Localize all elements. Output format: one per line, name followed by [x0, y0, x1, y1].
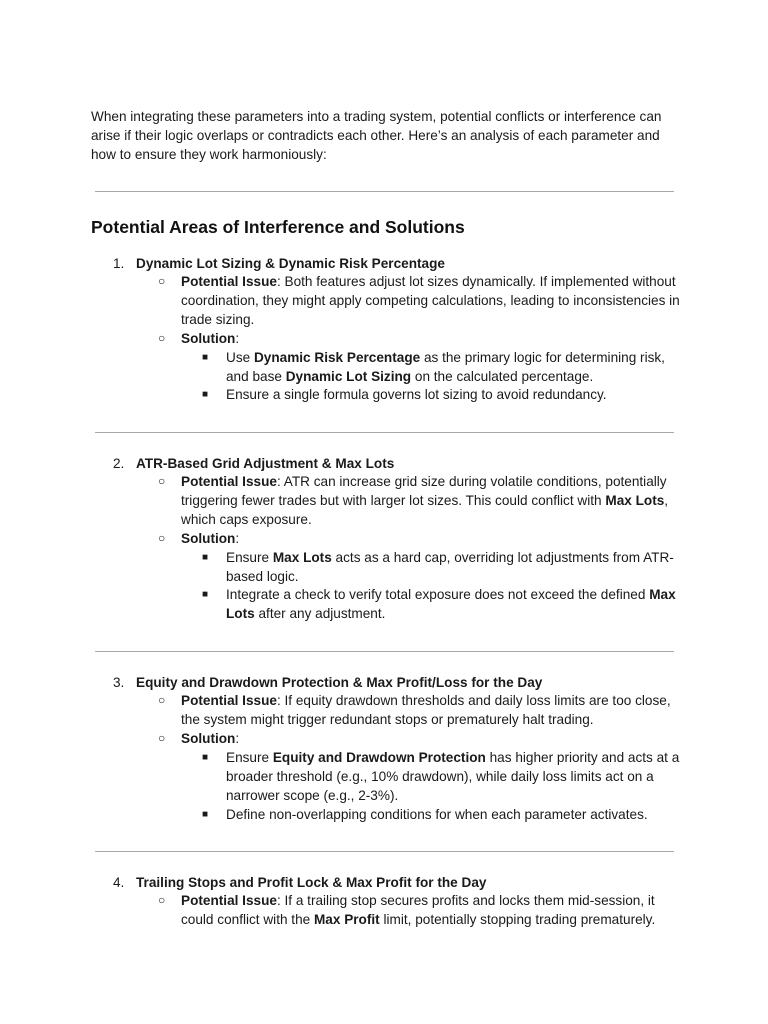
- solution-point: Integrate a check to verify total exposure does not exceed the defined Max Lots after any adjustment.: [226, 587, 676, 621]
- hollow-circle-bullet-icon: ○: [158, 531, 166, 545]
- list-item-title: Equity and Drawdown Protection & Max Profit/Loss for the Day: [136, 675, 543, 690]
- potential-issue-text: Potential Issue: If a trailing stop secures profits and locks them mid-session, it could conflict with the Max Profit limit, potentially stopping trading prematurely.: [181, 893, 656, 927]
- potential-issue-text: Potential Issue: Both features adjust lot sizes dynamically. If implemented without coordination, they might apply competing calculations, leading to inconsistencies in trade sizing.: [181, 274, 680, 327]
- hollow-circle-bullet-icon: ○: [158, 331, 166, 345]
- solution-point: Ensure Max Lots acts as a hard cap, overriding lot adjustments from ATR-based logic.: [226, 550, 674, 584]
- hollow-circle-bullet-icon: ○: [158, 274, 166, 288]
- solution-point: Define non-overlapping conditions for when each parameter activates.: [226, 807, 648, 822]
- list-number: 4.: [113, 875, 125, 890]
- horizontal-divider: [95, 191, 674, 192]
- horizontal-divider: [95, 432, 674, 433]
- square-bullet-icon: ■: [202, 752, 209, 763]
- square-bullet-icon: ■: [202, 389, 209, 400]
- solution-point: Ensure a single formula governs lot sizing to avoid redundancy.: [226, 387, 607, 402]
- list-number: 3.: [113, 675, 125, 690]
- square-bullet-icon: ■: [202, 352, 209, 363]
- solution-label: Solution:: [181, 331, 240, 346]
- section-heading: Potential Areas of Interference and Solutions: [91, 217, 465, 237]
- list-item-title: ATR-Based Grid Adjustment & Max Lots: [136, 456, 395, 471]
- hollow-circle-bullet-icon: ○: [158, 474, 166, 488]
- square-bullet-icon: ■: [202, 589, 209, 600]
- horizontal-divider: [95, 851, 674, 852]
- hollow-circle-bullet-icon: ○: [158, 693, 166, 707]
- list-item-title: Trailing Stops and Profit Lock & Max Profit for the Day: [136, 875, 487, 890]
- solution-label: Solution:: [181, 531, 240, 546]
- list-item-title: Dynamic Lot Sizing & Dynamic Risk Percentage: [136, 256, 445, 271]
- horizontal-divider: [95, 651, 674, 652]
- list-number: 1.: [113, 256, 125, 271]
- square-bullet-icon: ■: [202, 552, 209, 563]
- hollow-circle-bullet-icon: ○: [158, 731, 166, 745]
- potential-issue-text: Potential Issue: If equity drawdown thresholds and daily loss limits are too close, the system might trigger redundant stops or prematurely halt trading.: [181, 693, 671, 727]
- hollow-circle-bullet-icon: ○: [158, 893, 166, 907]
- square-bullet-icon: ■: [202, 809, 209, 820]
- list-number: 2.: [113, 456, 125, 471]
- solution-point: Use Dynamic Risk Percentage as the primary logic for determining risk, and base Dynamic Lot Sizing on the calculated percentage.: [226, 350, 665, 384]
- potential-issue-text: Potential Issue: ATR can increase grid size during volatile conditions, potentially triggering fewer trades but with larger lot sizes. This could conflict with Max Lots, which caps exposure.: [181, 474, 669, 527]
- solution-label: Solution:: [181, 731, 240, 746]
- solution-point: Ensure Equity and Drawdown Protection has higher priority and acts at a broader threshold (e.g., 10% drawdown), while daily loss limits act on a narrower scope (e.g., 2-3%).: [226, 750, 680, 803]
- intro-paragraph: When integrating these parameters into a trading system, potential conflicts or interference can arise if their logic overlaps or contradicts each other. Here’s an analysis of each parameter and how to ensure they work harmoniously:: [91, 109, 662, 162]
